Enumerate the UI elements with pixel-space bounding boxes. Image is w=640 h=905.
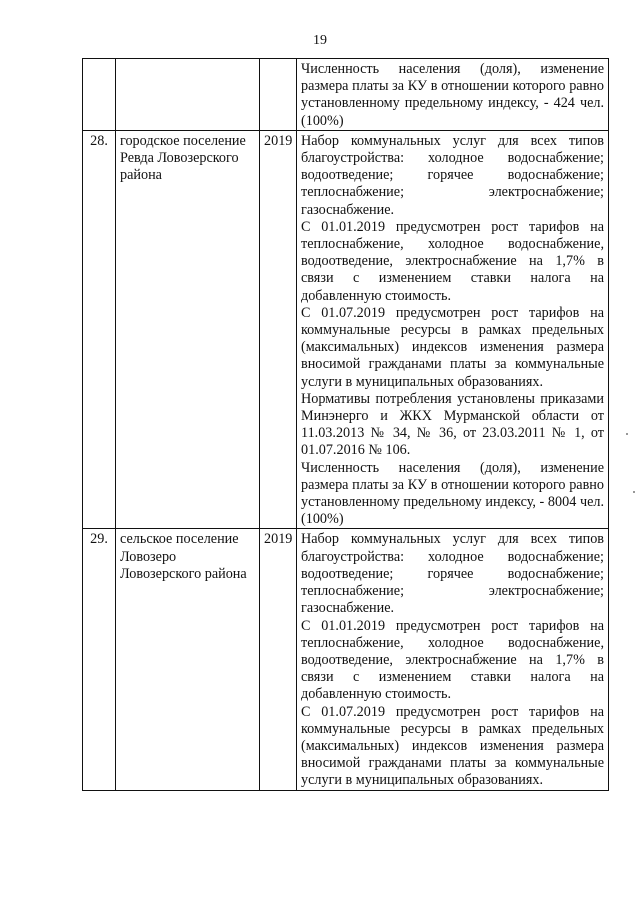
municipality-cell: [116, 59, 260, 131]
table-row: [83, 529, 609, 790]
description-cell: [297, 59, 609, 131]
tariff-table: [82, 58, 609, 791]
year-cell: [260, 59, 297, 131]
table-row: [83, 130, 609, 529]
table-row: [83, 59, 609, 131]
scan-speck: [626, 433, 628, 435]
row-number-cell: 28.: [83, 130, 116, 529]
row-number-cell: 29.: [83, 529, 116, 790]
description-paragraph: Численность населения (доля), изменение размера платы за КУ в отношении которого равно установленному предельному индексу, - 8004 чел. (100%): [301, 459, 604, 528]
description-cell: [297, 529, 609, 790]
description-paragraph: Набор коммунальных услуг для всех типов благоустройства: холодное водоснабжение; водоотведение; горячее водоснабжение; теплоснабжение; электроснабжение; газоснабжение.: [301, 132, 604, 218]
page-number: 19: [313, 33, 327, 48]
description-paragraph: Нормативы потребления установлены приказами Минэнерго и ЖКХ Мурманской области от 11.03.2013 № 34, № 36, от 23.03.2011 № 1, от 01.07.2016 № 106.: [301, 390, 604, 459]
description-paragraph: С 01.07.2019 предусмотрен рост тарифов на коммунальные ресурсы в рамках предельных (максимальных) индексов изменения размера вносимой гражданами платы за коммунальные услуги в муниципальных образованиях.: [301, 304, 604, 390]
municipality-cell: городское поселение Ревда Ловозерского района: [116, 130, 260, 529]
description-paragraph: С 01.01.2019 предусмотрен рост тарифов на теплоснабжение, холодное водоснабжение, водоотведение, электроснабжение на 1,7% в связи с изменением ставки налога на добавленную стоимость.: [301, 617, 604, 703]
row-number-cell: [83, 59, 116, 131]
description-cell: [297, 130, 609, 529]
year-cell: 2019: [260, 130, 297, 529]
description-paragraph: Численность населения (доля), изменение размера платы за КУ в отношении которого равно установленному предельному индексу, - 424 чел. (100%): [301, 61, 604, 129]
scan-speck: [633, 491, 635, 493]
description-paragraph: С 01.01.2019 предусмотрен рост тарифов на теплоснабжение, холодное водоснабжение, водоотведение, электроснабжение на 1,7% в связи с изменением ставки налога на добавленную стоимость.: [301, 218, 604, 304]
description-paragraph: Набор коммунальных услуг для всех типов благоустройства: холодное водоснабжение; водоотведение; горячее водоснабжение; теплоснабжение; электроснабжение; газоснабжение.: [301, 531, 604, 617]
municipality-cell: сельское поселение Ловозеро Ловозерского района: [116, 529, 260, 790]
description-paragraph: С 01.07.2019 предусмотрен рост тарифов на коммунальные ресурсы в рамках предельных (максимальных) индексов изменения размера вносимой гражданами платы за коммунальные услуги в муниципальных образованиях.: [301, 703, 604, 789]
year-cell: 2019: [260, 529, 297, 790]
